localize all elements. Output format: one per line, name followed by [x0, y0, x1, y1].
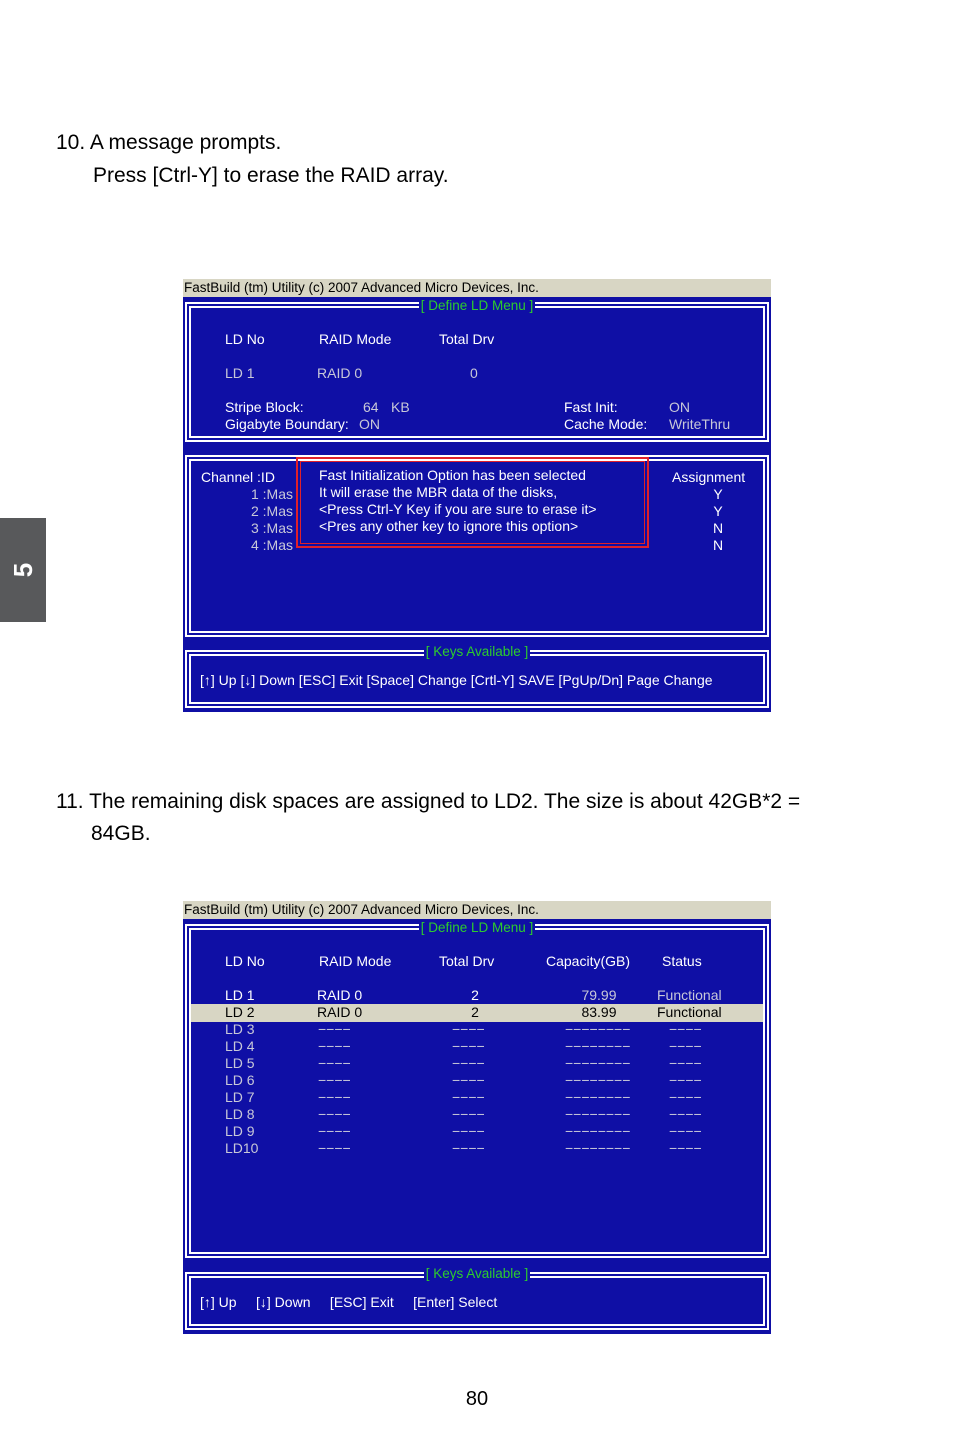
step-11-continuation: 84GB. [91, 822, 151, 845]
prompt-line: It will erase the MBR data of the disks, [319, 484, 558, 500]
ld-row-mode: −−−− [318, 1106, 351, 1122]
ld-row-number: LD 2 [225, 1004, 255, 1020]
ld-row-number[interactable]: LD 8 [225, 1106, 255, 1122]
channel-row: 2 :Mas [250, 503, 293, 519]
ld-row-drv: −−−− [452, 1106, 485, 1122]
ld-row-capacity: −−−−−−−− [565, 1055, 631, 1071]
erase-prompt-dialog [296, 457, 649, 548]
ld-row-drv: −−−− [452, 1038, 485, 1054]
cache-mode-value[interactable]: WriteThru [669, 416, 731, 432]
keys-title: [ Keys Available ] [425, 1266, 529, 1281]
col-ld-no: LD No [225, 953, 265, 969]
ld-row-number[interactable]: LD 4 [225, 1038, 255, 1054]
col-raid-mode: RAID Mode [319, 331, 392, 347]
prompt-line: <Press Ctrl-Y Key if you are sure to erase it> [319, 501, 597, 517]
keys-frame [185, 1266, 769, 1330]
ld-row-capacity: −−−−−−−− [565, 1089, 631, 1105]
ld-row-status: −−−− [669, 1123, 702, 1139]
stripe-block-unit: KB [391, 399, 410, 415]
define-ld-frame [185, 298, 769, 442]
col-total-drv: Total Drv [439, 331, 495, 347]
ld-row-capacity: −−−−−−−− [565, 1106, 631, 1122]
keys-help: [↑] Up [↓] Down [ESC] Exit [Space] Change [Crtl-Y] SAVE [PgUp/Dn] Page Change [200, 672, 713, 688]
col-status: Status [662, 953, 702, 969]
ld-row-number[interactable]: LD 7 [225, 1089, 255, 1105]
ld-row-mode: −−−− [318, 1038, 351, 1054]
assignment-value[interactable]: Y [713, 503, 723, 519]
ld-row-drv: −−−− [452, 1072, 485, 1088]
stripe-block-value[interactable]: 64 [363, 399, 379, 415]
ld-row-drv: −−−− [452, 1140, 485, 1156]
ld-row-drv: −−−− [452, 1055, 485, 1071]
stripe-block-label: Stripe Block: [225, 399, 304, 415]
selected-ld-row[interactable] [191, 1004, 763, 1022]
ld-row-number[interactable]: LD 3 [225, 1021, 255, 1037]
raid-mode-value[interactable]: RAID 0 [317, 365, 363, 381]
ld-row-capacity: 79.99 [581, 987, 617, 1003]
ld-row-status: −−−− [669, 1140, 702, 1156]
ld-row-capacity: 83.99 [581, 1004, 617, 1020]
ld-row-status: −−−− [669, 1055, 702, 1071]
step-10-instruction: Press [Ctrl-Y] to erase the RAID array. [93, 164, 449, 187]
fast-init-label: Fast Init: [564, 399, 618, 415]
prompt-line: Fast Initialization Option has been selected [319, 467, 586, 483]
assignment-value[interactable]: Y [713, 486, 723, 502]
channel-id-header: Channel :ID [201, 469, 275, 485]
ld-row-drv: −−−− [452, 1089, 485, 1105]
ld-row-mode: −−−− [318, 1055, 351, 1071]
col-capacity: Capacity(GB) [546, 953, 631, 969]
channel-row: 1 :Mas [250, 486, 293, 502]
channel-row: 4 :Mas [250, 537, 293, 553]
gigabyte-boundary-value[interactable]: ON [359, 416, 380, 432]
step-10-title: 10. A message prompts. [56, 131, 282, 154]
col-raid-mode: RAID Mode [319, 953, 392, 969]
ld-row-status: Functional [657, 987, 722, 1003]
ld-row-mode: RAID 0 [317, 987, 363, 1003]
ld-row-mode: −−−− [318, 1021, 351, 1037]
gigabyte-boundary-label: Gigabyte Boundary: [225, 416, 349, 432]
ld-row-mode: −−−− [318, 1123, 351, 1139]
ld-row-drv: −−−− [452, 1021, 485, 1037]
ld-row-drv: −−−− [452, 1123, 485, 1139]
ld-row-mode: −−−− [318, 1089, 351, 1105]
chapter-tab [0, 518, 46, 622]
prompt-line: <Pres any other key to ignore this option> [319, 518, 579, 534]
keys-frame [185, 644, 769, 708]
col-ld-no: LD No [225, 331, 265, 347]
ld-row-status: −−−− [669, 1106, 702, 1122]
ld-row-status: −−−− [669, 1072, 702, 1088]
ld-row-number[interactable]: LD 9 [225, 1123, 255, 1139]
channel-row: 3 :Mas [250, 520, 293, 536]
ld-row-mode: RAID 0 [317, 1004, 363, 1020]
total-drv-value: 0 [470, 365, 478, 381]
define-ld-frame [185, 920, 769, 1258]
keys-title: [ Keys Available ] [425, 644, 529, 659]
page-number: 80 [465, 1388, 489, 1410]
ld-number[interactable]: LD 1 [225, 365, 255, 381]
ld-row-drv: 2 [471, 987, 479, 1003]
define-ld-title: [ Define LD Menu ] [420, 298, 534, 313]
channel-frame [185, 455, 769, 637]
cache-mode-label: Cache Mode: [564, 416, 648, 432]
ld-row-capacity: −−−−−−−− [565, 1038, 631, 1054]
assignment-value[interactable]: N [712, 537, 724, 553]
bios-header: FastBuild (tm) Utility (c) 2007 Advanced Micro Devices, Inc. [183, 901, 771, 919]
bios-screen-ld-list [183, 901, 771, 1334]
ld-row-status: −−−− [669, 1038, 702, 1054]
ld-row-number[interactable]: LD 6 [225, 1072, 255, 1088]
ld-row-capacity: −−−−−−−− [565, 1021, 631, 1037]
ld-row-mode: −−−− [318, 1072, 351, 1088]
fast-init-value[interactable]: ON [669, 399, 690, 415]
bios-screen-erase-prompt [183, 279, 771, 712]
assignment-value[interactable]: N [712, 520, 724, 536]
ld-row-number[interactable]: LD10 [225, 1140, 259, 1156]
bios-header: FastBuild (tm) Utility (c) 2007 Advanced Micro Devices, Inc. [183, 279, 771, 297]
define-ld-title: [ Define LD Menu ] [420, 920, 534, 935]
ld-row-mode: −−−− [318, 1140, 351, 1156]
step-11-title: 11. The remaining disk spaces are assigned to LD2. The size is about 42GB*2 = [56, 790, 801, 813]
assignment-header: Assignment [672, 469, 746, 485]
ld-row-capacity: −−−−−−−− [565, 1140, 631, 1156]
ld-row-capacity: −−−−−−−− [565, 1072, 631, 1088]
ld-row-capacity: −−−−−−−− [565, 1123, 631, 1139]
chapter-number: 5 [7, 562, 38, 578]
ld-row-status: −−−− [669, 1089, 702, 1105]
ld-row-status: −−−− [669, 1021, 702, 1037]
ld-row-drv: 2 [471, 1004, 479, 1020]
keys-help: [↑] Up [↓] Down [ESC] Exit [Enter] Select [200, 1294, 498, 1310]
ld-row-number[interactable]: LD 1 [225, 987, 255, 1003]
ld-row-status: Functional [657, 1004, 722, 1020]
ld-row-number[interactable]: LD 5 [225, 1055, 255, 1071]
col-total-drv: Total Drv [439, 953, 495, 969]
